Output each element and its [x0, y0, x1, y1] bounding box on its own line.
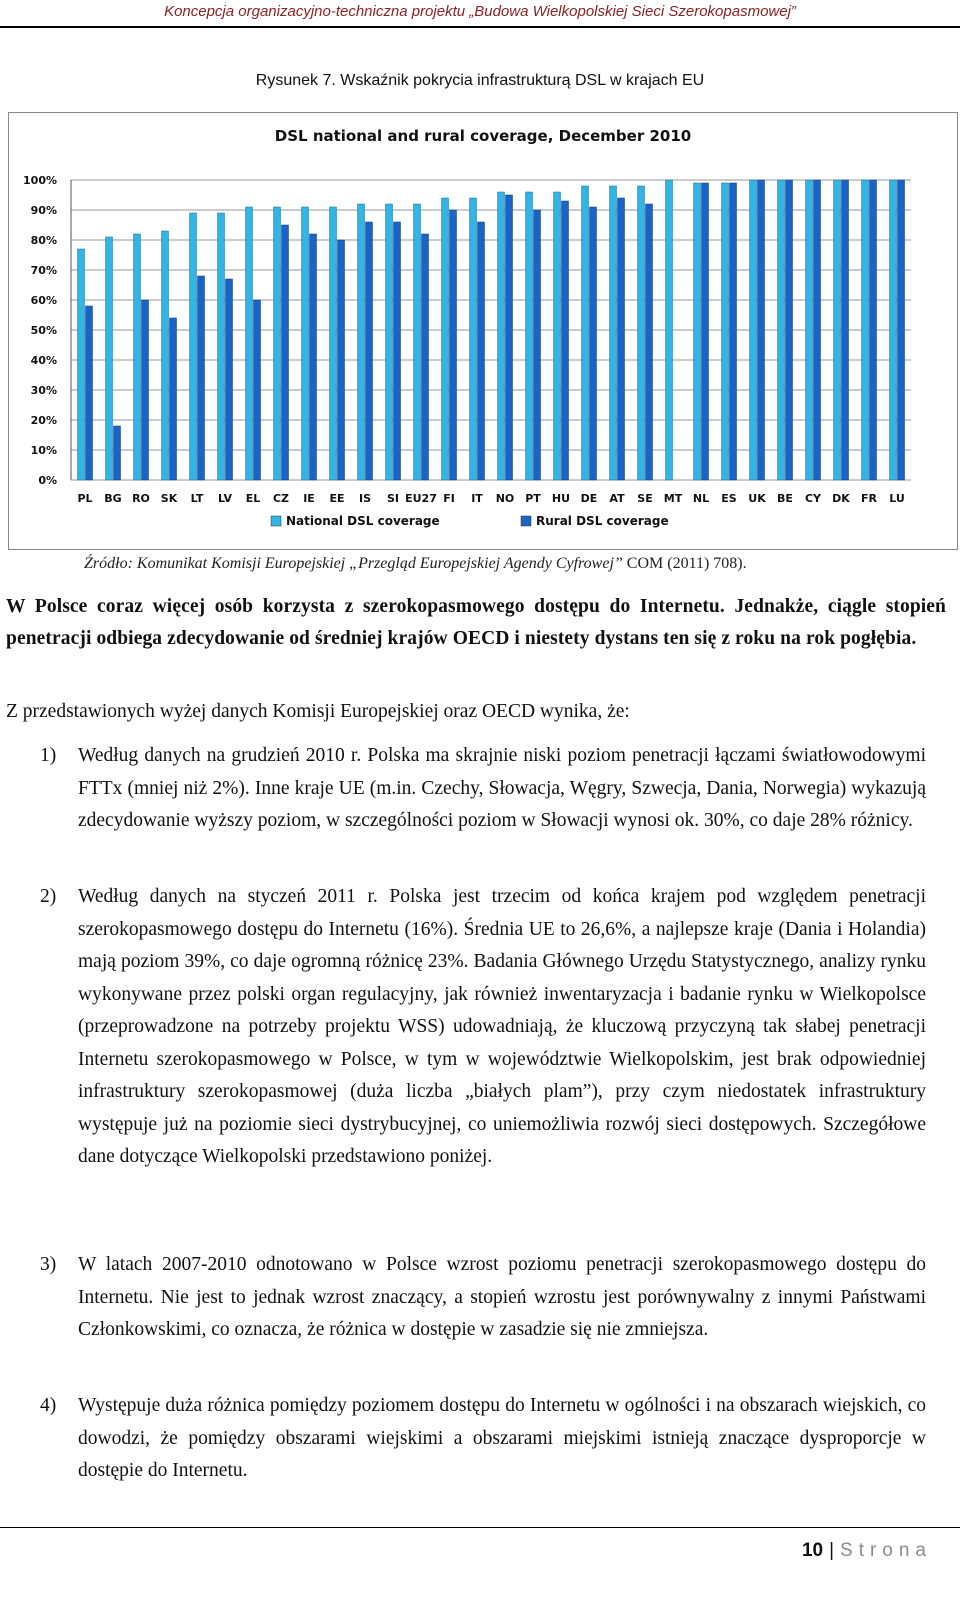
bar-national-ro	[134, 234, 141, 480]
x-tick-label: HU	[551, 492, 571, 505]
x-tick-label: SE	[637, 492, 653, 505]
x-tick-label: IT	[471, 492, 483, 505]
x-tick-label: AT	[609, 492, 625, 505]
bar-national-uk	[750, 180, 757, 480]
x-tick-label: BE	[777, 492, 793, 505]
y-tick-label: 70%	[30, 264, 57, 277]
y-tick-label: 90%	[30, 204, 57, 217]
list-item-number: 3)	[40, 1254, 57, 1275]
x-tick-label: SK	[160, 492, 178, 505]
legend-label-rural: Rural DSL coverage	[536, 514, 669, 528]
x-tick-label: PL	[77, 492, 93, 505]
y-tick-label: 100%	[23, 174, 57, 187]
bar-national-se	[638, 186, 645, 480]
page-word: Strona	[840, 1540, 932, 1561]
x-tick-label: CY	[804, 492, 822, 505]
x-tick-label: RO	[132, 492, 150, 505]
bar-rural-it	[478, 222, 485, 480]
bar-rural-cy	[814, 180, 821, 480]
x-tick-label: PT	[525, 492, 541, 505]
bar-rural-no	[506, 195, 513, 480]
bar-rural-lt	[198, 276, 205, 480]
x-tick-label: BG	[104, 492, 122, 505]
figure-caption: Rysunek 7. Wskaźnik pokrycia infrastrukturą DSL w krajach EU	[255, 72, 705, 89]
y-tick-label: 0%	[38, 474, 57, 487]
y-tick-label: 20%	[30, 414, 57, 427]
x-tick-label: FI	[443, 492, 455, 505]
bar-rural-sk	[170, 318, 177, 480]
legend-label-national: National DSL coverage	[286, 514, 440, 528]
figure-source	[84, 555, 747, 573]
bar-rural-pl	[86, 306, 93, 480]
bar-rural-dk	[842, 180, 849, 480]
header-divider	[0, 26, 960, 28]
bar-national-el	[246, 207, 253, 480]
bar-rural-fr	[870, 180, 877, 480]
x-tick-label: NL	[692, 492, 710, 505]
bar-national-pl	[78, 249, 85, 480]
x-tick-label: MT	[663, 492, 683, 505]
bar-rural-de	[590, 207, 597, 480]
x-tick-label: CZ	[272, 492, 290, 505]
legend-swatch-national	[271, 516, 281, 526]
bar-national-lv	[218, 213, 225, 480]
x-tick-label: EU27	[405, 492, 437, 505]
bar-rural-bg	[114, 426, 121, 480]
bar-national-hu	[554, 192, 561, 480]
y-tick-label: 80%	[30, 234, 57, 247]
bar-national-de	[582, 186, 589, 480]
x-tick-label: FR	[861, 492, 877, 505]
x-tick-label: IS	[358, 492, 372, 505]
list-item-text: Występuje duża różnica pomiędzy poziomem dostępu do Internetu w ogólności i na obszarach wiejskich, co dowodzi, że pomiędzy obszarami wiejskimi a obszarami miejskimi istnieją znaczące dysproporcje w dostępie do Internetu.	[78, 1395, 926, 1481]
x-tick-label: LV	[217, 492, 233, 505]
bar-rural-el	[254, 300, 261, 480]
bar-national-no	[498, 192, 505, 480]
x-tick-label: EL	[245, 492, 261, 505]
bar-rural-se	[646, 204, 653, 480]
bar-rural-is	[366, 222, 373, 480]
bar-national-pt	[526, 192, 533, 480]
bar-rural-fi	[450, 210, 457, 480]
list-item-number: 1)	[40, 745, 57, 766]
list-item-number: 2)	[40, 886, 57, 907]
x-tick-label: LT	[190, 492, 204, 505]
x-tick-label: UK	[748, 492, 766, 505]
bar-national-eu27	[414, 204, 421, 480]
x-tick-label: EE	[329, 492, 345, 505]
bold-paragraph: W Polsce coraz więcej osób korzysta z szerokopasmowego dostępu do Internetu. Jednakże, ciągle stopień penetracji odbiega zdecydowanie od średniej krajów OECD i niestety dystans ten się z roku na rok pogłębia.	[6, 596, 946, 649]
y-tick-label: 10%	[30, 444, 57, 457]
y-tick-label: 50%	[30, 324, 57, 337]
source-plain: COM (2011) 708).	[622, 555, 747, 572]
bar-national-fi	[442, 198, 449, 480]
bar-national-cz	[274, 207, 281, 480]
y-tick-label: 40%	[30, 354, 57, 367]
bar-rural-lu	[898, 180, 905, 480]
dsl-coverage-chart	[8, 112, 958, 550]
bar-rural-uk	[758, 180, 765, 480]
bar-national-dk	[834, 180, 841, 480]
bar-national-bg	[106, 237, 113, 480]
legend-swatch-rural	[521, 516, 531, 526]
bar-national-lt	[190, 213, 197, 480]
x-tick-label: DK	[832, 492, 850, 505]
bar-national-si	[386, 204, 393, 480]
list-item-text: Według danych na styczeń 2011 r. Polska jest trzecim od końca krajem pod względem penetracji szerokopasmowego dostępu do Internetu (16%). Średnia UE to 26,6%, a najlepsze kraje (Dania i Holandia) mają poziom 39%, co daje ogromną różnicę 23%. Badania Głównego Urzędu Statystycznego, analizy rynku wykonywane przez polski organ regulacyjny, jak również inwentaryzacja i badanie rynku w Wielkopolsce (przeprowadzone na potrzeby projektu WSS) udowadniają, że kluczową przyczyną tak słabej penetracji Internetu szerokopasmowego w Polsce, w tym w województwie Wielkopolskim, jest brak odpowiedniej infrastruktury szerokopasmowej (duża liczba „białych plam”), przy czym niedostatek infrastruktury występuje już na poziomie sieci dystrybucyjnej, co uniemożliwia rozwój sieci dostępowych. Szczegółowe dane dotyczące Wielkopolski przedstawiono poniżej.	[78, 886, 926, 1167]
bar-rural-hu	[562, 201, 569, 480]
bar-national-ie	[302, 207, 309, 480]
intro-paragraph: Z przedstawionych wyżej danych Komisji Europejskiej oraz OECD wynika, że:	[6, 701, 630, 722]
x-tick-label: SI	[386, 492, 400, 505]
bar-rural-lv	[226, 279, 233, 480]
x-tick-label: DE	[580, 492, 598, 505]
chart-title: DSL national and rural coverage, December 2010	[274, 127, 692, 145]
bar-national-mt	[666, 180, 673, 480]
bar-rural-si	[394, 222, 401, 480]
y-tick-label: 30%	[30, 384, 57, 397]
bar-national-sk	[162, 231, 169, 480]
bar-national-cy	[806, 180, 813, 480]
bar-national-lu	[890, 180, 897, 480]
x-tick-label: ES	[721, 492, 737, 505]
bar-national-it	[470, 198, 477, 480]
bar-rural-cz	[282, 225, 289, 480]
page-footer	[802, 1540, 932, 1562]
bar-rural-eu27	[422, 234, 429, 480]
bar-rural-be	[786, 180, 793, 480]
bar-national-nl	[694, 183, 701, 480]
x-tick-label: NO	[495, 492, 515, 505]
list-item-text: Według danych na grudzień 2010 r. Polska ma skrajnie niski poziom penetracji łączami światłowodowymi FTTx (mniej niż 2%). Inne kraje UE (m.in. Czechy, Słowacja, Węgry, Szwecja, Dania, Norwegia) wykazują zdecydowanie wyższy poziom, w szczególności poziom w Słowacji wynosi ok. 30%, co daje 28% różnicy.	[78, 745, 926, 831]
bar-rural-pt	[534, 210, 541, 480]
list-item-text: W latach 2007-2010 odnotowano w Polsce wzrost poziomu penetracji szerokopasmowego dostępu do Internetu. Nie jest to jednak wzrost znaczący, a stopień wzrostu jest porównywalny z innymi Państwami Członkowskimi, co oznacza, że różnica w dostępie w zasadzie się nie zmniejsza.	[78, 1254, 926, 1340]
bar-rural-ro	[142, 300, 149, 480]
bar-national-at	[610, 186, 617, 480]
bar-rural-es	[730, 183, 737, 480]
bar-rural-ie	[310, 234, 317, 480]
y-tick-label: 60%	[30, 294, 57, 307]
page-number: 10	[801, 1540, 824, 1561]
bar-rural-at	[618, 198, 625, 480]
footer-separator: |	[829, 1540, 835, 1561]
source-italic: Źródło: Komunikat Komisji Europejskiej „Przegląd Europejskiej Agendy Cyfrowej”	[84, 555, 623, 572]
running-header: Koncepcja organizacyjno-techniczna projektu „Budowa Wielkopolskiej Sieci Szerokopasmowej”	[164, 3, 796, 20]
bar-national-es	[722, 183, 729, 480]
bar-rural-nl	[702, 183, 709, 480]
footer-divider	[0, 1527, 960, 1528]
list-item-number: 4)	[40, 1395, 57, 1416]
bar-national-ee	[330, 207, 337, 480]
x-tick-label: LU	[889, 492, 905, 505]
bar-rural-ee	[338, 240, 345, 480]
bar-national-be	[778, 180, 785, 480]
bar-national-fr	[862, 180, 869, 480]
chart-canvas	[9, 113, 957, 549]
x-tick-label: IE	[303, 492, 315, 505]
bar-national-is	[358, 204, 365, 480]
